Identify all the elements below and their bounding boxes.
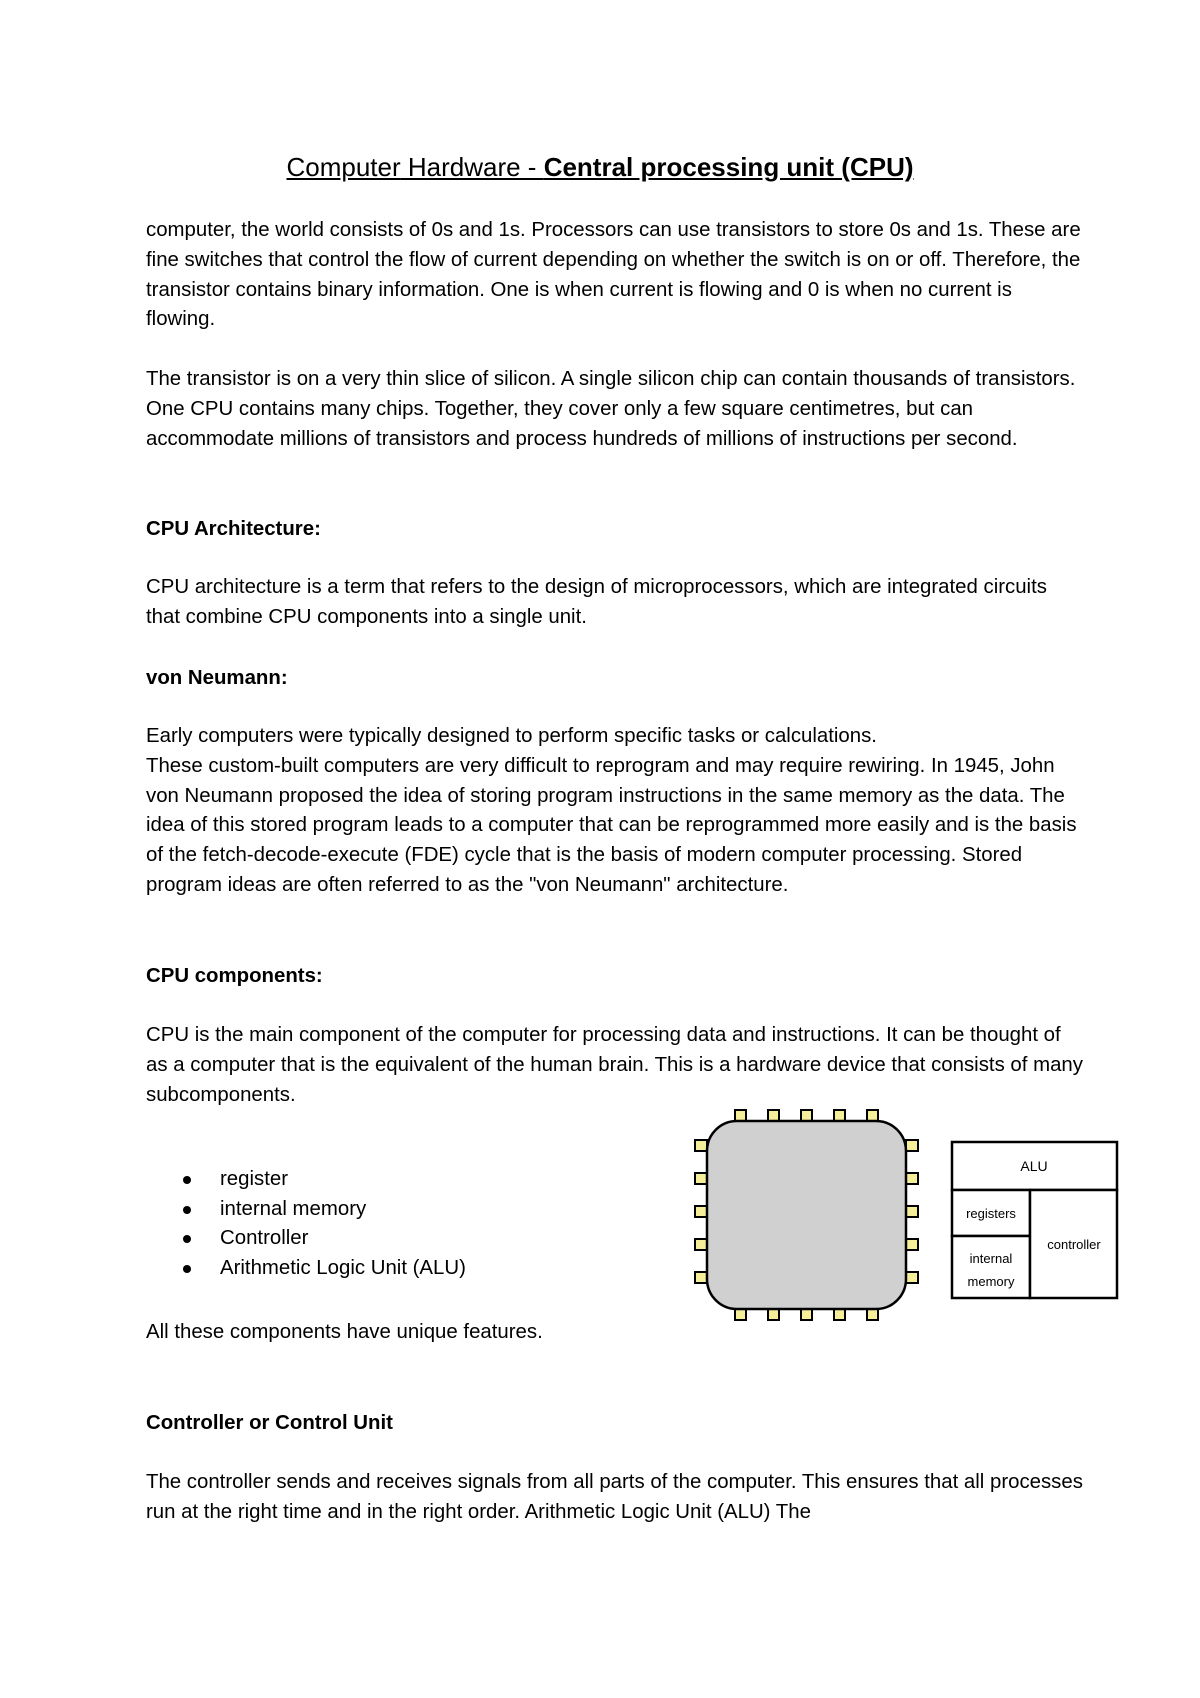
heading-controller: Controller or Control Unit (146, 1412, 393, 1434)
heading-cpu-components: CPU components: (146, 965, 323, 987)
cpu-diagram (690, 1108, 1130, 1326)
list-item: register (146, 1165, 466, 1195)
bullet-icon (183, 1265, 191, 1273)
bullet-icon (183, 1206, 191, 1214)
registers-label: registers (966, 1206, 1016, 1221)
list-item: Controller (146, 1224, 466, 1254)
heading-cpu-architecture: CPU Architecture: (146, 518, 321, 540)
page-title: Computer Hardware - Central processing unit (CPU) (286, 152, 914, 182)
list-item: internal memory (146, 1195, 466, 1225)
heading-von-neumann: von Neumann: (146, 667, 288, 689)
chip-body (707, 1121, 906, 1309)
bullet-icon (183, 1176, 191, 1184)
paragraph-cpu-main: CPU is the main component of the computer for processing data and instructions. It can be thought of as a computer that is the equivalent of the human brain. This is a hardware device that consists of many subcomponents. (146, 1024, 1083, 1106)
bullet-icon (183, 1235, 191, 1243)
controller-label: controller (1047, 1237, 1101, 1252)
internal-memory-label-line1: internal (969, 1251, 1013, 1266)
paragraph-architecture: CPU architecture is a term that refers to the design of microprocessors, which are integrated circuits that combine CPU components into a single unit. (146, 576, 1047, 628)
paragraph-binary: computer, the world consists of 0s and 1s. Processors can use transistors to store 0s and 1s. These are fine switches that control the flow of current depending on whether the switch is on or off. Therefore, the transistor contains binary information. One is when current is flowing and 0 is when no current is flowing. (146, 219, 1081, 331)
paragraph-unique-features: All these components have unique features. (146, 1321, 543, 1343)
title-middle: Hardware - (400, 152, 544, 182)
list-item: Arithmetic Logic Unit (ALU) (146, 1254, 466, 1284)
paragraph-von-neumann: Early computers were typically designed to perform specific tasks or calculations. These custom-built computers are very difficult to reprogram and may require rewiring. In 1945, John von Neumann proposed the idea of storing program instructions in the same memory as the data. The idea of this stored program leads to a computer that can be reprogrammed more easily and is the basis of the fetch-decode-execute (FDE) cycle that is the basis of modern computer processing. Stored program ideas are often referred to as the "von Neumann" architecture. (146, 725, 1077, 896)
internal-memory-label-line2: memory (967, 1274, 1015, 1289)
components-list (146, 1165, 466, 1283)
title-end: Central processing unit (CPU) (543, 152, 914, 182)
paragraph-transistor: The transistor is on a very thin slice of silicon. A single silicon chip can contain thousands of transistors. One CPU contains many chips. Together, they cover only a few square centimetres, but can accommodate millions of transistors and process hundreds of millions of instructions per second. (146, 368, 1076, 450)
alu-label: ALU (1020, 1158, 1048, 1174)
paragraph-controller: The controller sends and receives signals from all parts of the computer. This ensures that all processes run at the right time and in the right order. Arithmetic Logic Unit (ALU) The (146, 1471, 1083, 1523)
